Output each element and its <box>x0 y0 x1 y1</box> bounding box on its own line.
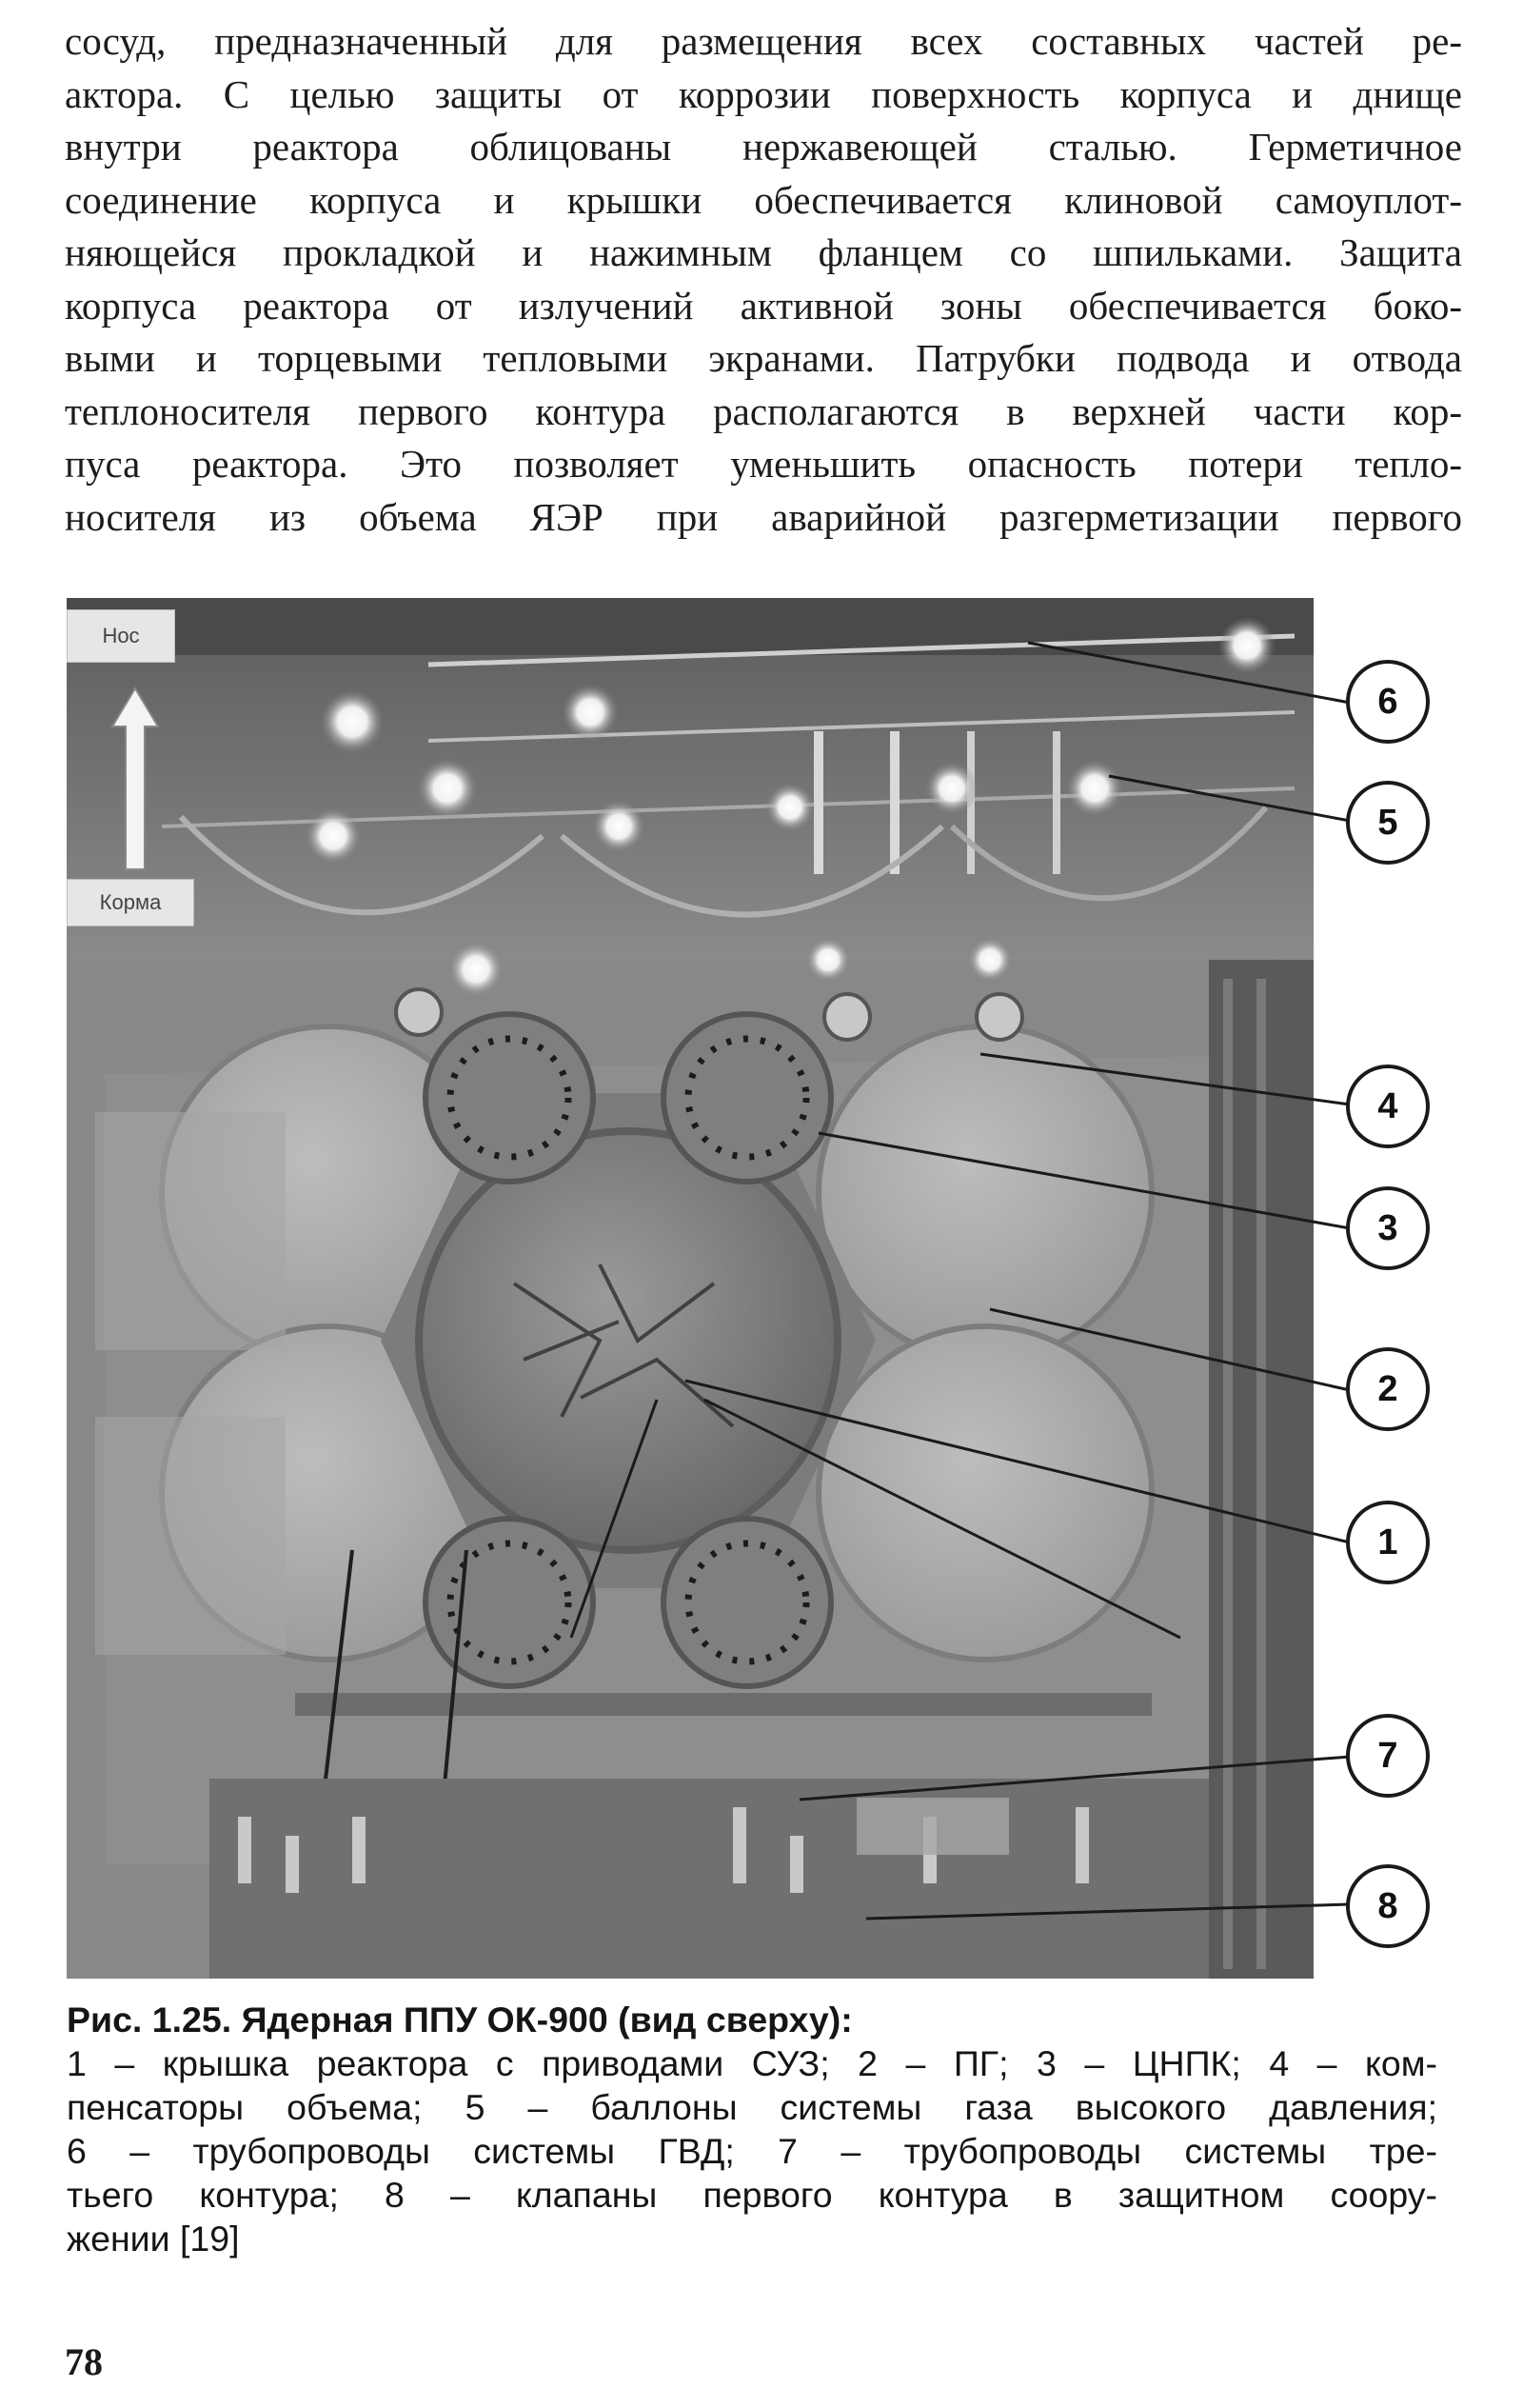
reactor-photo-drawing <box>67 598 1314 1979</box>
body-text-line: внутри реактора облицованы нержавеющей сталью. Герметичное <box>65 125 1462 169</box>
body-text-line: теплоносителя первого контура располагаются в верхней части кор- <box>65 388 1462 433</box>
caption-line: тьего контура; 8 – клапаны первого контура в защитном соору- <box>67 2175 1437 2215</box>
figure-caption <box>67 1998 1437 2260</box>
reactor-photo <box>67 598 1314 1979</box>
callout-6: 6 <box>1346 660 1430 744</box>
callout-5: 5 <box>1346 781 1430 865</box>
callout-4: 4 <box>1346 1065 1430 1148</box>
bow-label: Нос <box>67 609 175 663</box>
caption-title: Рис. 1.25. Ядерная ППУ ОК-900 (вид сверху): <box>67 2000 853 2040</box>
body-text-line: няющейся прокладкой и нажимным фланцем со шпильками. Защита <box>65 230 1462 274</box>
caption-line: пенсаторы объема; 5 – баллоны системы газа высокого давления; <box>67 2087 1437 2127</box>
caption-line: 6 – трубопроводы системы ГВД; 7 – трубопроводы системы тре- <box>67 2131 1437 2171</box>
body-text-line: соединение корпуса и крышки обеспечивается клиновой самоуплот- <box>65 177 1462 222</box>
body-text-line: носителя из объема ЯЭР при аварийной разгерметизации первого <box>65 494 1462 539</box>
body-text-line: актора. С целью защиты от коррозии поверхность корпуса и днище <box>65 71 1462 116</box>
stern-label: Корма <box>67 879 194 926</box>
caption-line: жении [19] <box>67 2219 240 2259</box>
body-text-line: пуса реактора. Это позволяет уменьшить опасность потери тепло- <box>65 442 1462 486</box>
body-text <box>65 15 1462 544</box>
caption-line: 1 – крышка реактора с приводами СУЗ; 2 – ПГ; 3 – ЦНПК; 4 – ком- <box>67 2043 1437 2083</box>
callout-7: 7 <box>1346 1714 1430 1798</box>
body-text-line: выми и торцевыми тепловыми экранами. Патрубки подвода и отвода <box>65 336 1462 380</box>
callout-1: 1 <box>1346 1501 1430 1584</box>
callout-3: 3 <box>1346 1186 1430 1270</box>
body-text-line: сосуд, предназначенный для размещения всех составных частей ре- <box>65 19 1462 63</box>
body-text-line: корпуса реактора от излучений активной зоны обеспечивается боко- <box>65 283 1462 328</box>
callout-8: 8 <box>1346 1864 1430 1948</box>
page-number: 78 <box>65 2340 103 2383</box>
callout-2: 2 <box>1346 1347 1430 1431</box>
